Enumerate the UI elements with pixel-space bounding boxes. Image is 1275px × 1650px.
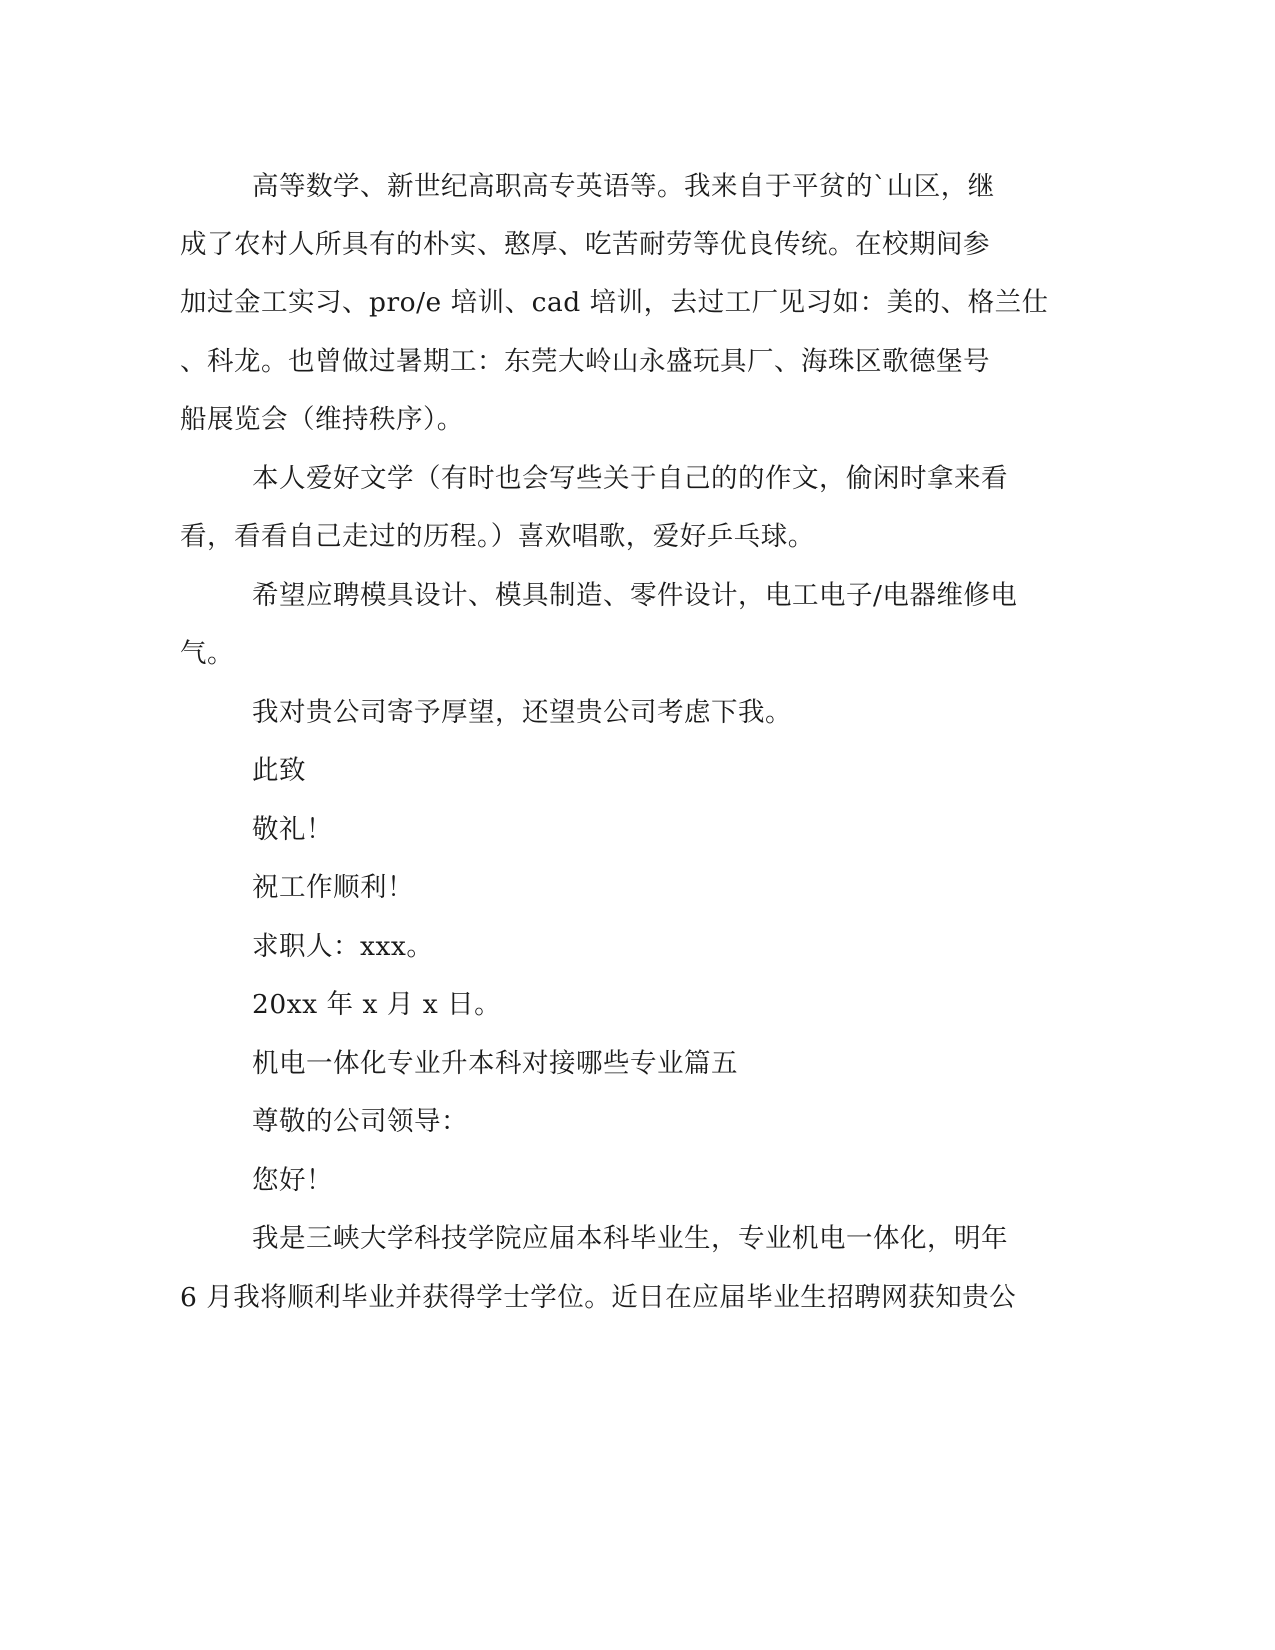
text-line: 加过金工实习、pro/e 培训、cad 培训，去过工厂见习如：美的、格兰仕 (180, 287, 1049, 318)
text-line: 船展览会（维持秩序）。 (180, 404, 464, 435)
greeting-line: 您好！ (252, 1165, 333, 1196)
text-line: 我是三峡大学科技学院应届本科毕业生，专业机电一体化，明年 (252, 1223, 1008, 1254)
section-title: 机电一体化专业升本科对接哪些专业篇五 (252, 1048, 738, 1079)
signature-line: 求职人：xxx。 (252, 931, 434, 962)
text-line: 我对贵公司寄予厚望，还望贵公司考虑下我。 (252, 697, 792, 728)
wish-line: 祝工作顺利！ (252, 872, 414, 903)
text-line: 气。 (180, 638, 234, 669)
text-line: 成了农村人所具有的朴实、憨厚、吃苦耐劳等优良传统。在校期间参 (180, 229, 990, 260)
text-line: 希望应聘模具设计、模具制造、零件设计，电工电子/电器维修电 (252, 580, 1018, 611)
text-line: 看，看看自己走过的历程。）喜欢唱歌，爱好乒乓球。 (180, 521, 815, 552)
text-line: 6 月我将顺利毕业并获得学士学位。近日在应届毕业生招聘网获知贵公 (180, 1282, 1017, 1313)
closing-line: 此致 (252, 755, 306, 786)
greeting-line: 尊敬的公司领导： (252, 1106, 468, 1137)
text-line: 高等数学、新世纪高职高专英语等。我来自于平贫的`山区，继 (252, 171, 995, 202)
text-line: 本人爱好文学（有时也会写些关于自己的的作文，偷闲时拿来看 (252, 463, 1008, 494)
date-line: 20xx 年 x 月 x 日。 (252, 989, 502, 1020)
text-line: 、科龙。也曾做过暑期工：东莞大岭山永盛玩具厂、海珠区歌德堡号 (180, 346, 990, 377)
salutation-line: 敬礼！ (252, 814, 333, 845)
